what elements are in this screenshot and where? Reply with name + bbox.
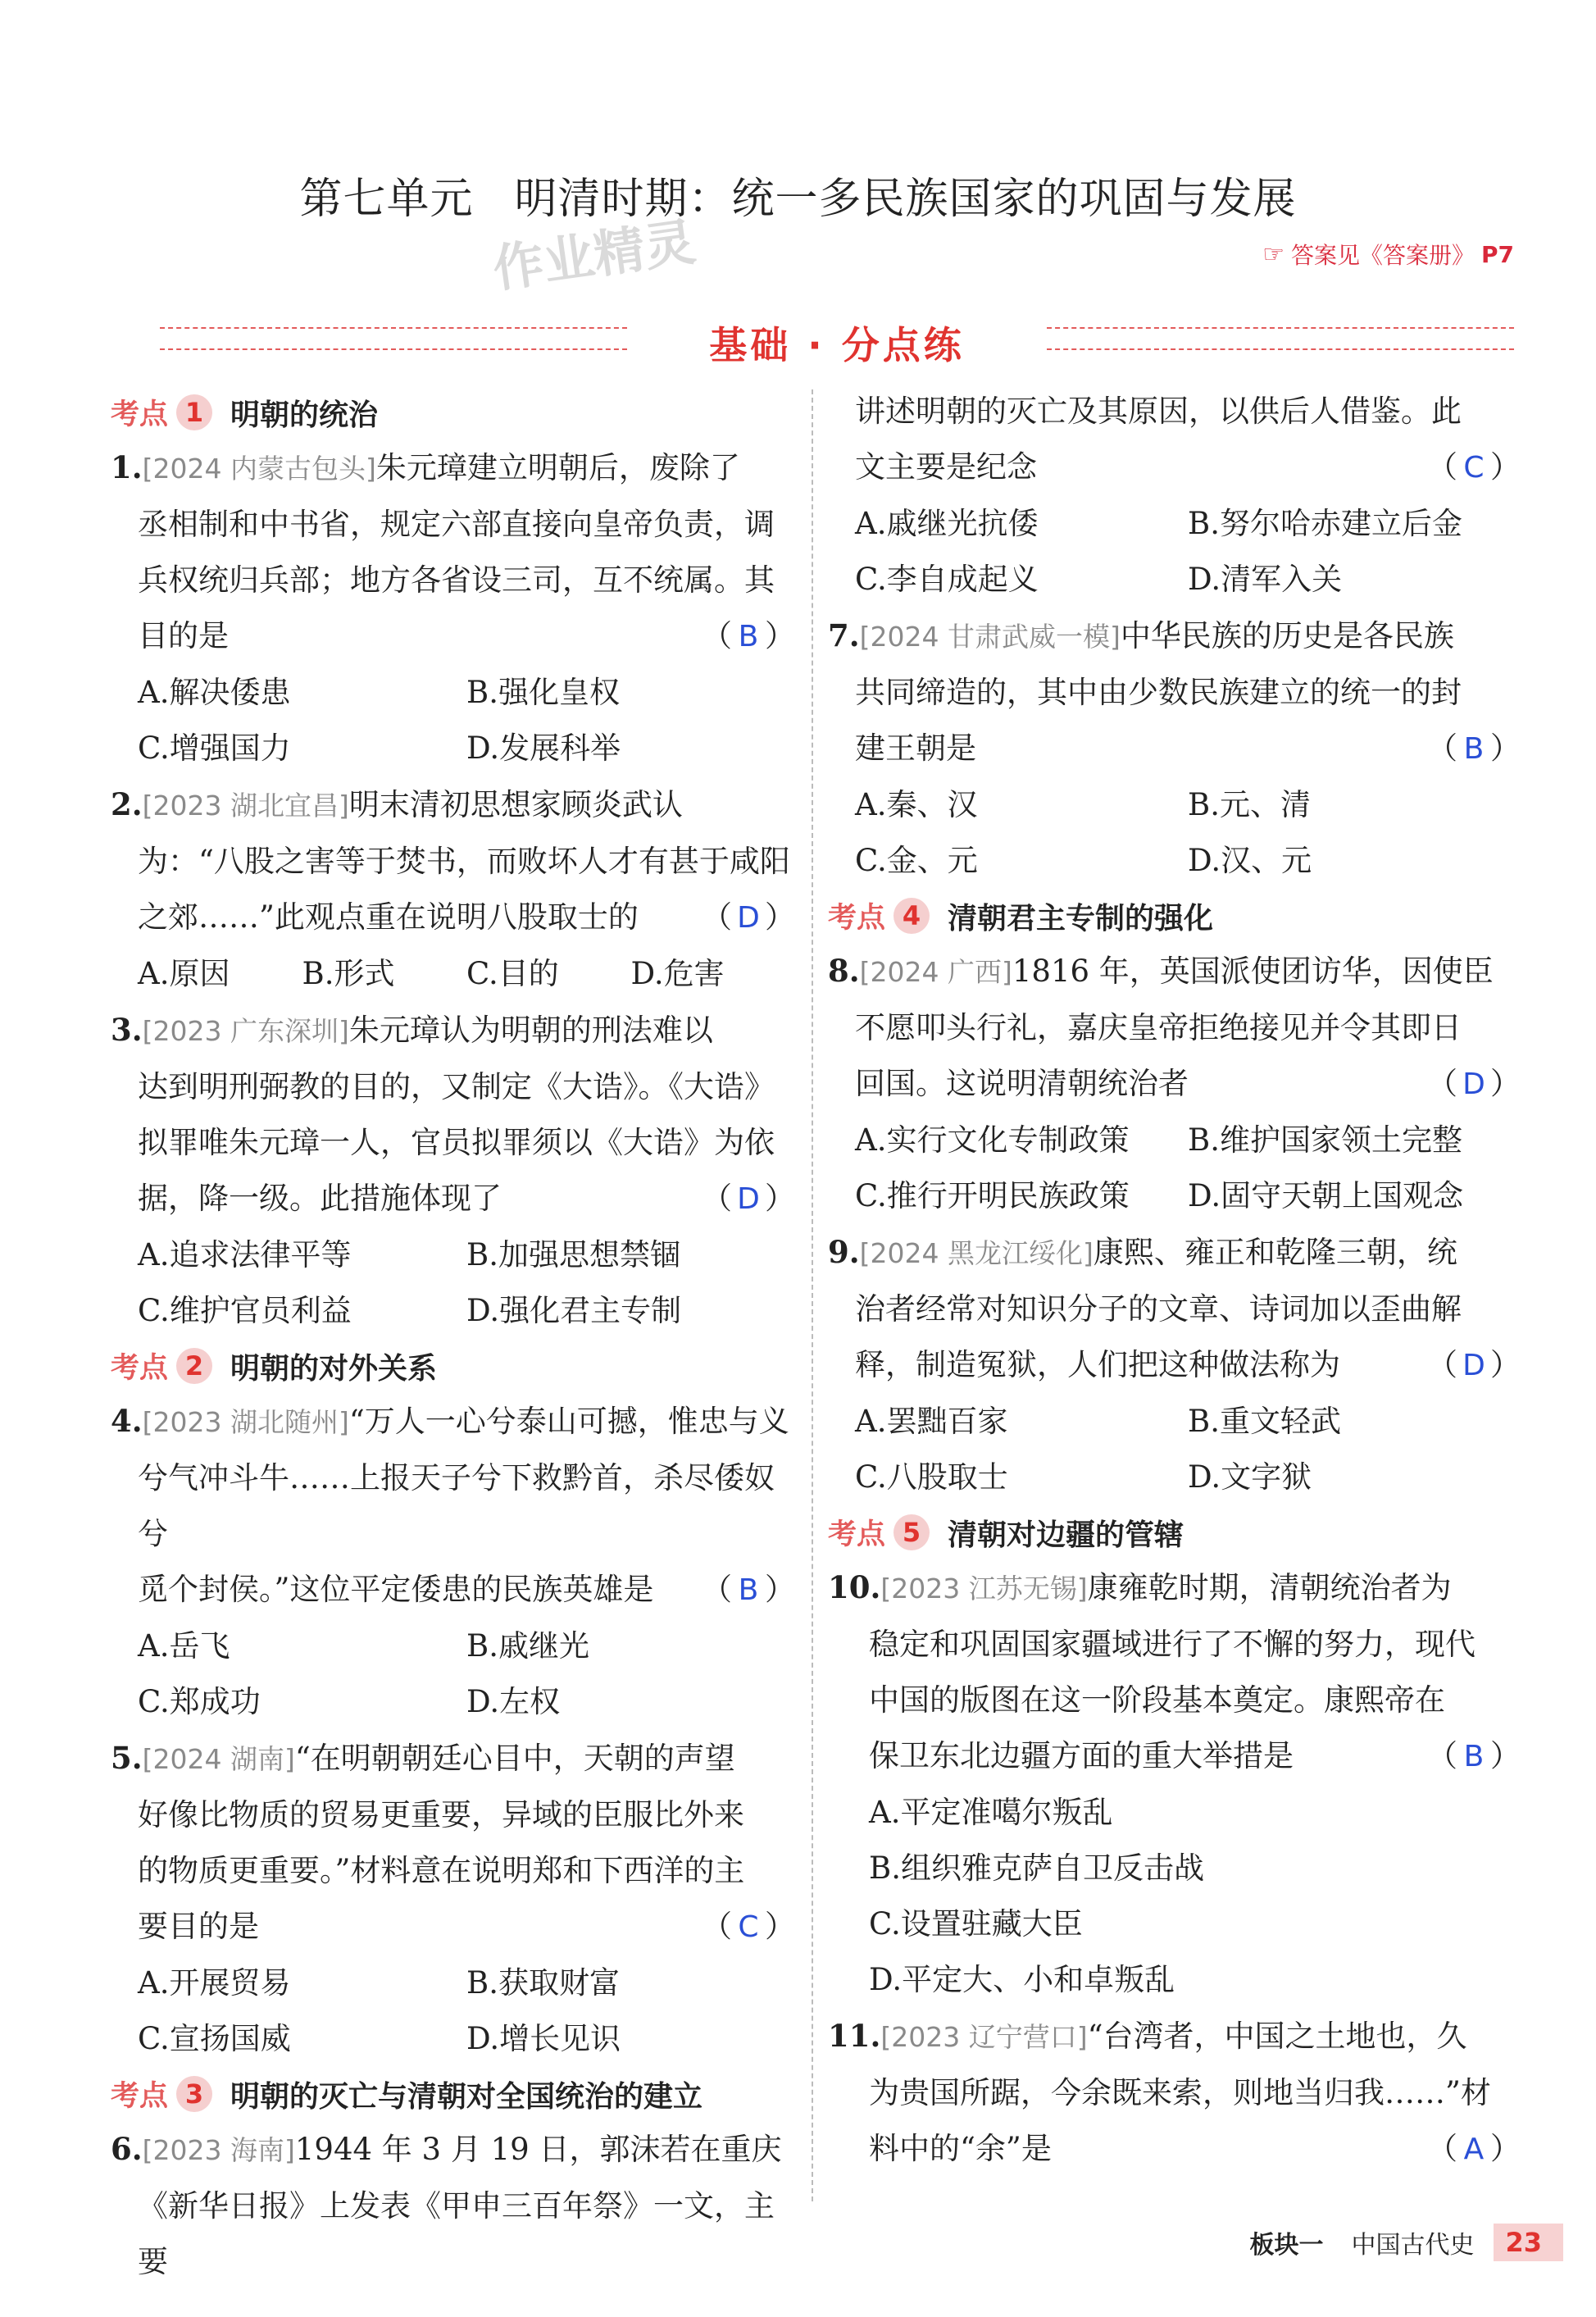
option[interactable]: A.秦、汉 bbox=[855, 787, 978, 822]
question-text: 1944 年 3 月 19 日，郭沫若在重庆 bbox=[294, 2132, 782, 2167]
question-number: 2. bbox=[111, 786, 143, 822]
option[interactable]: C.维护官员利益 bbox=[138, 1293, 352, 1328]
question-6 bbox=[111, 2121, 795, 2290]
kp-heading-2 bbox=[111, 1339, 795, 1393]
question-number: 6. bbox=[111, 2131, 143, 2167]
option[interactable]: C.宣扬国威 bbox=[138, 2021, 291, 2056]
answer-letter: B bbox=[1463, 732, 1485, 766]
question-source: [2023 江苏无锡] bbox=[880, 1573, 1088, 1605]
option[interactable]: B.戚继光 bbox=[466, 1628, 589, 1664]
option[interactable]: C.增强国力 bbox=[138, 731, 291, 766]
answer-bracket: （ D ） bbox=[1427, 1056, 1521, 1113]
question-number: 4. bbox=[111, 1403, 143, 1439]
answer-bracket: （ A ） bbox=[1427, 2121, 1521, 2178]
question-text: “万人一心兮泰山可撼，惟忠与义 bbox=[348, 1404, 789, 1439]
question-number: 9. bbox=[828, 1234, 860, 1270]
question-number: 7. bbox=[828, 617, 860, 653]
question-number: 8. bbox=[828, 953, 860, 989]
options bbox=[111, 1227, 795, 1339]
banner-label: 基础 · 分点练 bbox=[709, 323, 965, 367]
option[interactable]: A.开展贸易 bbox=[138, 1965, 291, 2001]
question-text: 丞相制和中书省，规定六部直接向皇帝负责，调 bbox=[138, 507, 775, 542]
question-text: 朱元璋认为明朝的刑法难以 bbox=[348, 1013, 713, 1048]
question-source: [2023 海南] bbox=[142, 2134, 295, 2166]
left-column bbox=[111, 385, 795, 2290]
answer-bracket: （ D ） bbox=[702, 890, 795, 946]
answer-letter: A bbox=[1463, 2133, 1485, 2166]
question-3 bbox=[111, 1002, 795, 1227]
question-text: 稳定和巩固国家疆域进行了不懈的努力，现代 bbox=[869, 1627, 1476, 1662]
question-text: 康雍乾时期，清朝统治者为 bbox=[1087, 1570, 1452, 1605]
option[interactable]: B.加强思想禁锢 bbox=[466, 1237, 680, 1272]
kp-label: 考点 bbox=[111, 2080, 169, 2113]
option[interactable]: D.汉、元 bbox=[1188, 843, 1312, 878]
kp-heading-4 bbox=[828, 889, 1521, 943]
kp-number: 1 bbox=[176, 394, 212, 430]
kp-title: 清朝君主专制的强化 bbox=[948, 901, 1214, 935]
question-source: [2024 广西] bbox=[859, 956, 1012, 988]
question-text: 建王朝是 bbox=[855, 731, 976, 766]
question-source: [2024 湖南] bbox=[142, 1743, 295, 1775]
question-text: 之郊……”此观点重在说明八股取士的 bbox=[138, 899, 639, 935]
page-footer bbox=[1249, 2224, 1563, 2261]
question-11 bbox=[828, 2008, 1521, 2178]
question-text: 为：“八股之害等于焚书，而败坏人才有甚于咸阳 bbox=[138, 844, 790, 879]
unit-title: 明清时期：统一多民族国家的巩固与发展 bbox=[514, 175, 1297, 224]
question-number: 1. bbox=[111, 449, 143, 485]
pointing-hand-icon: ☞ bbox=[1262, 239, 1285, 269]
option[interactable]: A.原因 bbox=[138, 956, 230, 991]
answer-reference bbox=[1262, 238, 1514, 271]
question-8 bbox=[828, 943, 1521, 1113]
answer-bracket: （ B ） bbox=[1427, 1728, 1521, 1785]
answer-bracket: （ B ） bbox=[702, 1562, 795, 1618]
answer-letter: C bbox=[1463, 451, 1485, 485]
question-text: 明末清初思想家顾炎武认 bbox=[348, 787, 683, 822]
kp-label: 考点 bbox=[828, 1518, 886, 1551]
answer-letter: D bbox=[737, 901, 760, 935]
kp-number: 2 bbox=[176, 1348, 212, 1384]
option[interactable]: C.李自成起义 bbox=[855, 562, 1039, 597]
answer-letter: B bbox=[1463, 1740, 1485, 1773]
option[interactable]: B.强化皇权 bbox=[466, 675, 620, 710]
option[interactable]: C.目的 bbox=[466, 956, 559, 991]
question-source: [2023 辽宁营口] bbox=[880, 2021, 1088, 2053]
question-7 bbox=[828, 608, 1521, 777]
options bbox=[111, 946, 795, 1002]
answer-ref-text: 答案见《答案册》 bbox=[1290, 242, 1475, 269]
kp-title: 明朝的灭亡与清朝对全国统治的建立 bbox=[230, 2079, 703, 2114]
question-source: [2024 黑龙江绥化] bbox=[859, 1237, 1094, 1269]
option[interactable]: D.发展科举 bbox=[466, 731, 621, 766]
option[interactable]: B.组织雅克萨自卫反击战 bbox=[869, 1850, 1204, 1886]
question-text: 不愿叩头行礼，嘉庆皇帝拒绝接见并令其即日 bbox=[855, 1010, 1462, 1045]
kp-number: 3 bbox=[176, 2076, 212, 2112]
option[interactable]: D.危害 bbox=[630, 956, 725, 991]
question-number: 10. bbox=[828, 1569, 881, 1605]
option[interactable]: D.文字狱 bbox=[1188, 1459, 1312, 1495]
question-text: 治者经常对知识分子的文章、诗词加以歪曲解 bbox=[855, 1291, 1462, 1327]
answer-letter: B bbox=[738, 620, 759, 653]
answer-bracket: （ C ） bbox=[1427, 439, 1521, 496]
option[interactable]: A.解决倭患 bbox=[138, 675, 291, 710]
options bbox=[828, 1785, 1521, 2008]
question-text: 中华民族的历史是各民族 bbox=[1120, 618, 1454, 653]
answer-letter: C bbox=[738, 1910, 759, 1944]
answer-letter: B bbox=[738, 1573, 759, 1607]
footer-section: 板块一 bbox=[1249, 2231, 1324, 2260]
options bbox=[828, 1113, 1521, 1224]
kp-heading-5 bbox=[828, 1505, 1521, 1559]
question-text: 保卫东北边疆方面的重大举措是 bbox=[869, 1738, 1294, 1773]
page-title bbox=[0, 164, 1596, 225]
column-divider bbox=[812, 389, 813, 2201]
option[interactable]: A.实行文化专制政策 bbox=[855, 1122, 1130, 1158]
answer-letter: D bbox=[737, 1182, 760, 1216]
answer-ref-page: P7 bbox=[1480, 240, 1514, 268]
option[interactable]: C.八股取士 bbox=[855, 1459, 1008, 1495]
kp-label: 考点 bbox=[111, 1352, 169, 1385]
option[interactable]: B.形式 bbox=[302, 956, 395, 991]
kp-number: 5 bbox=[893, 1514, 930, 1550]
option[interactable]: B.获取财富 bbox=[466, 1965, 620, 2001]
question-text: 文主要是纪念 bbox=[855, 449, 1037, 485]
kp-title: 明朝的对外关系 bbox=[230, 1351, 438, 1386]
question-text: 觅个封侯。”这位平定倭患的民族英雄是 bbox=[138, 1572, 654, 1607]
question-text: 讲述明朝的灭亡及其原因，以供后人借鉴。此 bbox=[855, 394, 1462, 429]
options bbox=[828, 1394, 1521, 1505]
option[interactable]: B.元、清 bbox=[1188, 787, 1311, 822]
option[interactable]: C.郑成功 bbox=[138, 1684, 261, 1719]
options bbox=[111, 1955, 795, 2067]
question-6-continued bbox=[828, 384, 1521, 496]
kp-title: 清朝对边疆的管辖 bbox=[948, 1518, 1184, 1552]
option[interactable]: A.平定准噶尔叛乱 bbox=[869, 1795, 1113, 1830]
kp-heading-3 bbox=[111, 2067, 795, 2121]
question-number: 5. bbox=[111, 1740, 143, 1776]
option[interactable]: C.金、元 bbox=[855, 843, 978, 878]
question-4 bbox=[111, 1393, 795, 1618]
option[interactable]: C.推行开明民族政策 bbox=[855, 1178, 1130, 1213]
options bbox=[111, 1618, 795, 1730]
option[interactable]: B.努尔哈赤建立后金 bbox=[1188, 506, 1462, 541]
footer-subject: 中国古代史 bbox=[1351, 2231, 1475, 2260]
question-source: [2023 广东深圳] bbox=[142, 1015, 349, 1047]
question-text: 据，降一级。此措施体现了 bbox=[138, 1181, 502, 1216]
question-number: 11. bbox=[828, 2018, 881, 2054]
option[interactable]: D.清军入关 bbox=[1188, 562, 1343, 597]
option[interactable]: D.固守天朝上国观念 bbox=[1188, 1178, 1464, 1213]
options bbox=[111, 665, 795, 776]
question-text: 达到明刑弼教的目的，又制定《大诰》。《大诰》 bbox=[138, 1069, 775, 1104]
question-text: 《新华日报》上发表《甲申三百年祭》一文，主要 bbox=[138, 2188, 775, 2279]
question-text: 中国的版图在这一阶段基本奠定。康熙帝在 bbox=[869, 1682, 1445, 1718]
page-number: 23 bbox=[1494, 2224, 1563, 2261]
question-source: [2024 内蒙古包头] bbox=[142, 453, 376, 485]
option[interactable]: A.戚继光抗倭 bbox=[855, 506, 1039, 541]
question-source: [2023 湖北随州] bbox=[142, 1406, 349, 1438]
banner-rule-right bbox=[1047, 327, 1514, 350]
question-number: 3. bbox=[111, 1012, 143, 1048]
option[interactable]: A.岳飞 bbox=[138, 1628, 230, 1664]
option[interactable]: C.设置驻藏大臣 bbox=[869, 1906, 1083, 1941]
answer-bracket: （ B ） bbox=[702, 608, 795, 665]
question-text: 回国。这说明清朝统治者 bbox=[855, 1066, 1189, 1101]
answer-letter: D bbox=[1462, 1067, 1485, 1101]
option[interactable]: A.罢黜百家 bbox=[855, 1404, 1008, 1439]
question-text: 释，制造冤狱，人们把这种做法称为 bbox=[855, 1347, 1340, 1382]
option[interactable]: D.强化君主专制 bbox=[466, 1293, 682, 1328]
question-text: 1816 年，英国派使团访华，因使臣 bbox=[1012, 954, 1494, 989]
question-text: 目的是 bbox=[138, 618, 229, 653]
option[interactable]: B.重文轻武 bbox=[1188, 1404, 1341, 1439]
question-2 bbox=[111, 776, 795, 946]
question-text: “台湾者，中国之土地也，久 bbox=[1087, 2019, 1467, 2054]
question-text: 兵权统归兵部；地方各省设三司，互不统属。其 bbox=[138, 562, 775, 598]
question-text: 的物质更重要。”材料意在说明郑和下西洋的主 bbox=[138, 1853, 745, 1888]
kp-heading-1 bbox=[111, 385, 795, 439]
right-column bbox=[828, 384, 1521, 2178]
question-source: [2024 甘肃武威一模] bbox=[859, 621, 1121, 653]
question-text: 料中的“余”是 bbox=[869, 2131, 1052, 2166]
kp-number: 4 bbox=[893, 898, 930, 934]
kp-title: 明朝的统治 bbox=[230, 398, 379, 432]
answer-bracket: （ D ） bbox=[702, 1171, 795, 1227]
option[interactable]: D.左权 bbox=[466, 1684, 561, 1719]
answer-bracket: （ B ） bbox=[1427, 721, 1521, 777]
option[interactable]: B.维护国家领土完整 bbox=[1188, 1122, 1462, 1158]
unit-label: 第七单元 bbox=[299, 175, 474, 224]
answer-bracket: （ D ） bbox=[1427, 1337, 1521, 1394]
question-source: [2023 湖北宜昌] bbox=[142, 790, 349, 822]
question-text: 朱元璋建立明朝后，废除了 bbox=[375, 450, 740, 485]
options bbox=[828, 777, 1521, 889]
option[interactable]: D.平定大、小和卓叛乱 bbox=[869, 1962, 1175, 1997]
kp-label: 考点 bbox=[828, 902, 886, 935]
options bbox=[828, 496, 1521, 608]
question-text: 好像比物质的贸易更重要，异域的臣服比外来 bbox=[138, 1797, 744, 1832]
question-9 bbox=[828, 1224, 1521, 1394]
question-text: 要目的是 bbox=[138, 1909, 259, 1944]
answer-bracket: （ C ） bbox=[702, 1899, 795, 1955]
question-text: 为贵国所踞，今余既来索，则地当归我……”材 bbox=[869, 2075, 1491, 2110]
banner-rule-left bbox=[160, 327, 627, 350]
question-text: 拟罪唯朱元璋一人，官员拟罪须以《大诰》为依 bbox=[138, 1125, 775, 1160]
question-1 bbox=[111, 439, 795, 665]
option[interactable]: D.增长见识 bbox=[466, 2021, 621, 2056]
question-text: 共同缔造的，其中由少数民族建立的统一的封 bbox=[855, 675, 1462, 710]
section-banner bbox=[160, 316, 1514, 365]
question-text: 兮气冲斗牛……上报天子兮下救黔首，杀尽倭奴兮 bbox=[138, 1460, 775, 1551]
answer-letter: D bbox=[1462, 1349, 1485, 1382]
kp-label: 考点 bbox=[111, 398, 169, 431]
watermark: 作业精灵 bbox=[489, 212, 699, 299]
question-10 bbox=[828, 1559, 1521, 1785]
question-text: 康熙、雍正和乾隆三朝，统 bbox=[1093, 1235, 1457, 1270]
question-text: “在明朝朝廷心目中，天朝的声望 bbox=[294, 1741, 735, 1776]
option[interactable]: A.追求法律平等 bbox=[138, 1237, 352, 1272]
question-5 bbox=[111, 1730, 795, 1955]
